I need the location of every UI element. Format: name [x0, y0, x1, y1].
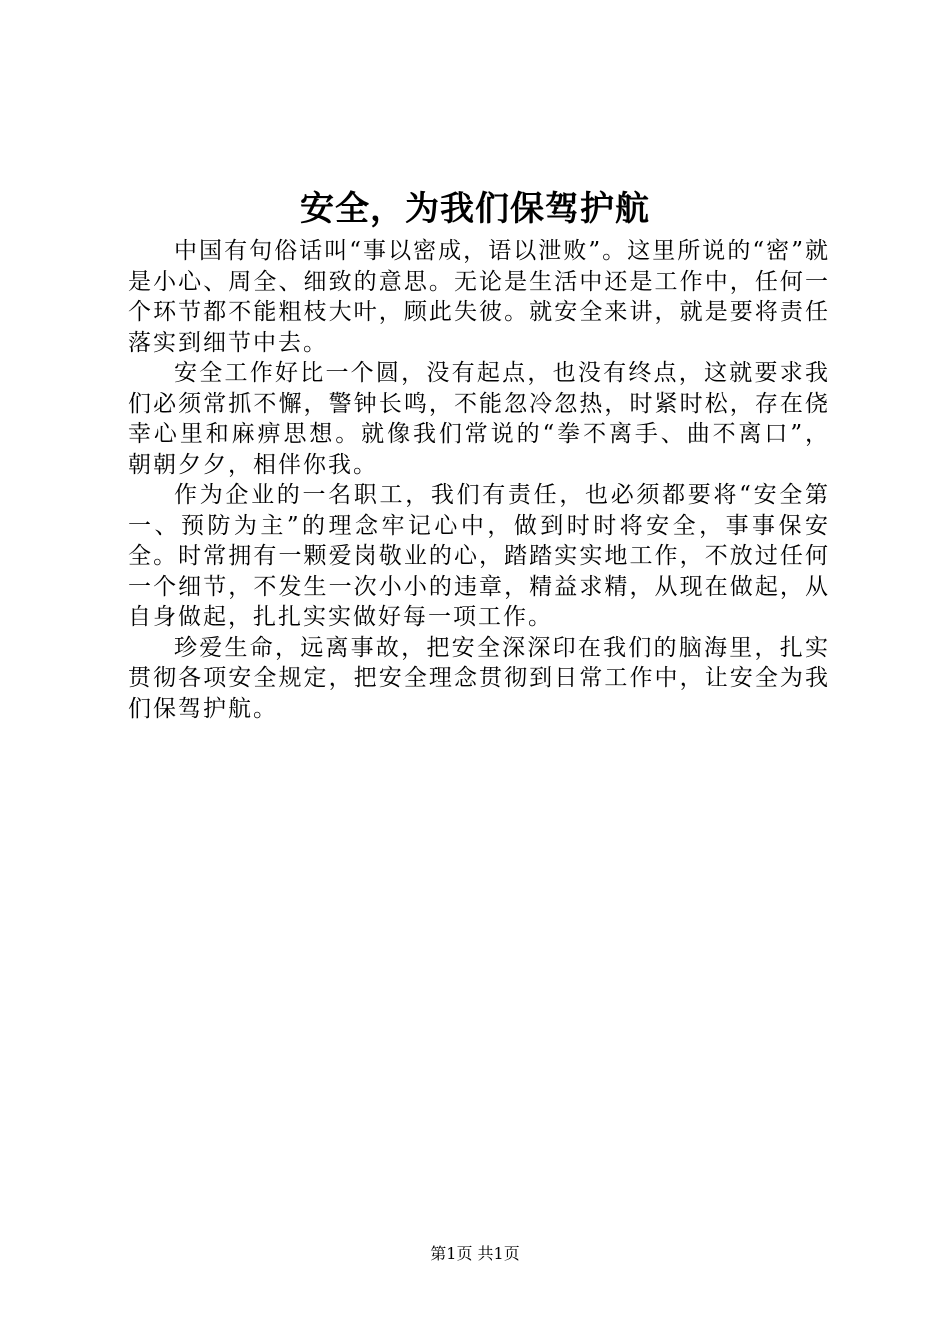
page-footer: 第1页 共1页 — [430, 1244, 520, 1263]
paragraph-4: 珍爱生命，远离事故，把安全深深印在我们的脑海里，扎实贯彻各项安全规定，把安全理念贯彻到日常工作中，让安全为我们保驾护航。 — [128, 634, 830, 722]
paragraph-2: 安全工作好比一个圆，没有起点，也没有终点，这就要求我们必须常抓不懈，警钟长鸣，不能忽冷忽热，时紧时松，存在侥幸心里和麻痹思想。就像我们常说的“拳不离手、曲不离口”，朝朝夕夕，相伴你我。 — [128, 360, 830, 478]
paragraph-1: 中国有句俗话叫“事以密成，语以泄败”。这里所说的“密”就是小心、周全、细致的意思。无论是生活中还是工作中，任何一个环节都不能粗枝大叶，顾此失彼。就安全来讲，就是要将责任落实到细节中去。 — [128, 238, 830, 356]
document-body — [128, 236, 830, 724]
document-title: 安全，为我们保驾护航 — [300, 189, 650, 229]
paragraph-3: 作为企业的一名职工，我们有责任，也必须都要将“安全第一、预防为主”的理念牢记心中，做到时时将安全，事事保安全。时常拥有一颗爱岗敬业的心，踏踏实实地工作，不放过任何一个细节，不发生一次小小的违章，精益求精，从现在做起，从自身做起，扎扎实实做好每一项工作。 — [128, 482, 830, 630]
